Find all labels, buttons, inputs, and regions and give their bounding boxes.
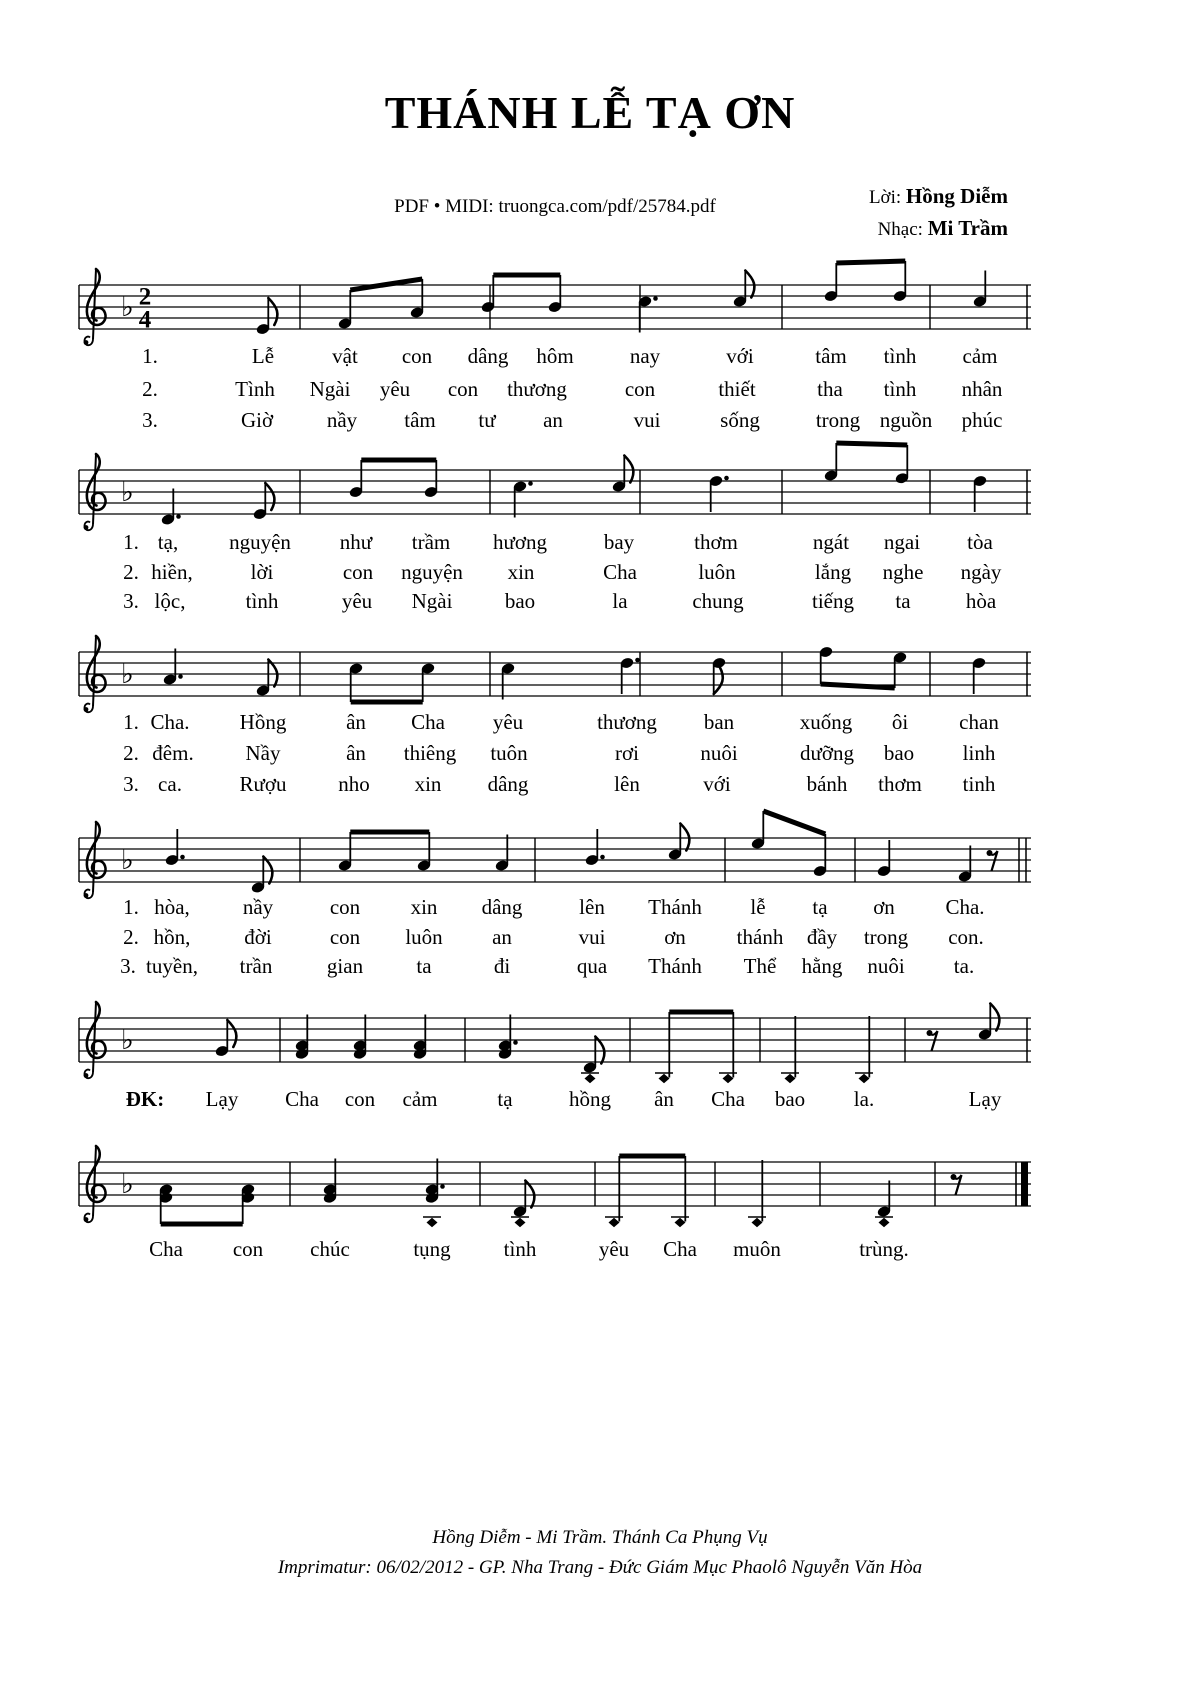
lyric-word: chung (692, 589, 744, 613)
lyric-word: rơi (615, 741, 639, 765)
lyric-word: Nầy (245, 741, 281, 765)
note (424, 460, 439, 498)
flat-sign-icon: ♭ (121, 477, 134, 508)
lyric-word: yêu (598, 1237, 630, 1261)
lyric-word: tâm (815, 344, 847, 368)
lyric-word: qua (576, 954, 608, 978)
note (498, 1015, 518, 1061)
source-link-line: PDF • MIDI: truongca.com/pdf/25784.pdf (394, 196, 716, 217)
note (581, 1073, 599, 1083)
lyric-word: như (339, 530, 373, 554)
lyric-word: nuôi (700, 741, 738, 765)
lyric-word: nuôi (867, 954, 905, 978)
note (781, 1016, 799, 1083)
note (163, 649, 183, 686)
staff-system-5 (75, 988, 1035, 1103)
note (241, 1183, 256, 1224)
lyric-word: thương (507, 377, 567, 401)
credit-lyrics-value: Hồng Diễm (905, 184, 1008, 208)
note (548, 275, 563, 313)
lyric-word: với (703, 772, 731, 796)
lyric-word: luôn (405, 925, 443, 949)
note (425, 1159, 445, 1205)
lyric-word: 3. (123, 772, 139, 796)
lyric-word: Cha. (150, 710, 190, 734)
note (423, 1217, 441, 1227)
lyric-word: ngày (960, 560, 1002, 584)
lyric-word: bánh (806, 772, 848, 796)
flat-sign-icon: ♭ (121, 292, 134, 323)
lyric-word: lời (250, 560, 274, 584)
note (253, 483, 275, 520)
lyric-word: con (624, 377, 656, 401)
note (719, 1012, 737, 1083)
lyric-word: Giờ (240, 408, 274, 432)
footer-line-2: Imprimatur: 06/02/2012 - GP. Nha Trang - Đức Giám Mục Phaolô Nguyễn Văn Hòa (277, 1557, 923, 1578)
lyric-word: ca. (158, 772, 182, 796)
lyric-word: nguồn (879, 408, 933, 432)
lyric-word: Lễ (251, 344, 275, 368)
note (495, 835, 510, 872)
lyric-word: ân (346, 741, 366, 765)
credit-lyrics-label: Lời: (868, 187, 906, 208)
lyric-word: Cha (285, 1087, 319, 1111)
credit-music-label: Nhạc: (877, 219, 928, 240)
lyric-word: 1. (123, 895, 139, 919)
lyric-word: Rượu (239, 772, 287, 796)
lyric-word: nhân (961, 377, 1003, 401)
lyric-word: hồng (569, 1087, 611, 1111)
time-signature: 2 (138, 283, 152, 311)
lyric-word: nay (629, 344, 661, 368)
lyric-word: bay (603, 530, 635, 554)
note (159, 1183, 174, 1224)
lyric-word: la (612, 589, 628, 613)
lyric-word: thiết (718, 377, 756, 401)
lyric-word: tiếng (812, 589, 854, 613)
lyric-word: bao (504, 589, 536, 613)
lyric-word: đi (493, 954, 511, 978)
lyric-word: 3. (123, 589, 139, 613)
lyric-word: đầy (806, 925, 838, 949)
lyric-word: thơm (694, 530, 738, 554)
lyric-word: gian (326, 954, 364, 978)
lyric-word: trần (239, 954, 273, 978)
lyric-word: xin (507, 560, 535, 584)
note (323, 1159, 338, 1205)
lyric-word: nho (338, 772, 370, 796)
lyric-word: đêm. (152, 741, 194, 765)
note (895, 445, 910, 485)
note (251, 857, 273, 894)
note (215, 1020, 237, 1057)
lyric-word: Thánh (648, 895, 702, 919)
note (824, 443, 839, 482)
lyric-word: yêu (492, 710, 524, 734)
note (748, 1160, 766, 1227)
lyric-word: hiền, (151, 560, 193, 584)
lyric-word: con. (948, 925, 984, 949)
lyric-word: trầm (411, 530, 451, 554)
note (501, 662, 516, 699)
note (855, 1016, 873, 1083)
lyric-word: nầy (326, 408, 358, 432)
lyric-word: linh (962, 741, 996, 765)
lyric-word: Cha (711, 1087, 745, 1111)
lyric-word: đời (244, 925, 272, 949)
note (824, 263, 839, 302)
note (893, 261, 908, 302)
note (295, 1015, 310, 1061)
note (638, 295, 658, 332)
note (877, 840, 892, 877)
lyric-word: lên (614, 772, 640, 796)
note (668, 824, 690, 861)
lyric-word: ban (703, 710, 735, 734)
note (877, 1181, 892, 1218)
lyric-word: tạ, (157, 530, 179, 554)
lyric-word: yêu (341, 589, 373, 613)
lyric-word: trong (815, 408, 861, 432)
lyric-word: dưỡng (800, 741, 854, 765)
lyric-word: Cha. (945, 895, 985, 919)
lyric-word: con (447, 377, 479, 401)
lyric-word: dâng (467, 344, 509, 368)
lyric-word: trùng. (859, 1237, 909, 1261)
lyric-word: 1. (142, 344, 158, 368)
footer-line-1: Hồng Diễm - Mi Trầm. Thánh Ca Phụng Vụ (432, 1527, 768, 1548)
lyric-word: Tình (235, 377, 275, 401)
flat-sign-icon: ♭ (121, 1169, 134, 1200)
lyric-word: nghe (882, 560, 924, 584)
lyric-word: con (329, 895, 361, 919)
lyric-word: Cha (663, 1237, 697, 1261)
lyric-word: ngát (812, 530, 850, 554)
note (511, 1217, 529, 1227)
lyric-word: tạ (497, 1087, 513, 1111)
note (612, 456, 634, 493)
lyric-word: con (232, 1237, 264, 1261)
lyric-word: vui (578, 925, 606, 949)
lyric-word: Cha (411, 710, 445, 734)
lyric-word: luôn (698, 560, 736, 584)
lyric-word: xin (410, 895, 438, 919)
note (958, 846, 973, 883)
lyric-word: thiêng (403, 741, 457, 765)
note (973, 271, 988, 308)
lyric-word: la. (853, 1087, 875, 1111)
lyric-word: tình (883, 377, 917, 401)
note (583, 1037, 605, 1074)
lyric-word: với (726, 344, 754, 368)
lyric-word: nguyện (229, 530, 291, 554)
note (513, 480, 533, 517)
lyric-word: 2. (142, 377, 158, 401)
lyric-word: dâng (487, 772, 529, 796)
lyric-word: tâm (404, 408, 436, 432)
lyric-word: ngai (883, 530, 921, 554)
lyric-word: vật (332, 344, 358, 368)
lyric-word: an (543, 408, 563, 432)
note (413, 1015, 428, 1061)
lyric-word: tụng (413, 1237, 451, 1261)
lyric-word: dâng (481, 895, 523, 919)
lyric-word: 3. (120, 954, 136, 978)
lyric-word: tuyền, (146, 954, 198, 978)
lyric-word: trong (863, 925, 909, 949)
lyric-word: phúc (961, 408, 1003, 432)
lyric-word: Ngài (309, 377, 351, 401)
lyric-word: 2. (123, 925, 139, 949)
lyric-word: 3. (142, 408, 158, 432)
lyric-word: xin (414, 772, 442, 796)
note (893, 651, 908, 688)
note (165, 829, 185, 866)
lyric-word: lắng (814, 560, 852, 584)
lyric-word: Cha (149, 1237, 183, 1261)
lyric-word: tinh (962, 772, 996, 796)
lyric-word: an (492, 925, 512, 949)
lyric-word: 1. (123, 530, 139, 554)
lyric-word: hòa, (154, 895, 190, 919)
note (751, 811, 766, 850)
credit-music (869, 213, 1008, 245)
flat-sign-icon: ♭ (121, 659, 134, 690)
note (620, 657, 640, 694)
lyric-word: Hồng (239, 710, 287, 734)
lyric-word: ta. (953, 954, 975, 978)
lyric-word: cảm (402, 1087, 438, 1111)
note (733, 271, 755, 308)
note (813, 834, 828, 877)
lyric-word: ta (895, 589, 911, 613)
credits (869, 181, 1008, 245)
note (671, 1156, 689, 1227)
lyric-word: lên (579, 895, 605, 919)
lyric-word: tình (503, 1237, 537, 1261)
note (972, 657, 987, 694)
lyric-word: Thể (743, 954, 777, 978)
lyric-word: hồn, (153, 925, 191, 949)
lyric-word: Lạy (968, 1087, 1002, 1111)
lyric-word: cảm (962, 344, 998, 368)
page-title: THÁNH LỄ TẠ ƠN (384, 87, 796, 138)
lyric-word: lễ (750, 895, 766, 919)
lyric-word: muôn (733, 1237, 781, 1261)
lyric-word: hôm (536, 344, 574, 368)
credit-lyrics (869, 181, 1008, 213)
lyric-word: hằng (801, 954, 843, 978)
note (349, 460, 364, 498)
lyric-word: thơm (878, 772, 922, 796)
lyric-word: con (401, 344, 433, 368)
lyric-word: tạ (812, 895, 828, 919)
lyric-word: bao (883, 741, 915, 765)
note (709, 475, 729, 512)
lyric-word: Cha (603, 560, 637, 584)
lyric-word: thương (597, 710, 657, 734)
note (819, 646, 834, 684)
note (605, 1156, 623, 1227)
lyric-word: nầy (242, 895, 274, 919)
note (973, 475, 988, 512)
time-signature: 4 (138, 306, 152, 334)
lyric-word: tình (883, 344, 917, 368)
lyric-word: tình (245, 589, 279, 613)
note (585, 829, 605, 866)
lyric-word: 1. (123, 710, 139, 734)
note (256, 298, 278, 335)
flat-sign-icon: ♭ (121, 1025, 134, 1056)
note (256, 660, 278, 697)
note (161, 489, 181, 526)
lyric-word: Ngài (411, 589, 453, 613)
lyric-word: con (342, 560, 374, 584)
credit-music-value: Mi Trầm (927, 216, 1008, 240)
lyric-word: hương (493, 530, 547, 554)
staff-system-6 (75, 1132, 1035, 1247)
flat-sign-icon: ♭ (121, 845, 134, 876)
lyric-word: ân (654, 1087, 674, 1111)
lyric-word: Lạy (205, 1087, 239, 1111)
lyric-word: tòa (967, 530, 993, 554)
lyric-word: ĐK: (125, 1087, 165, 1111)
lyric-word: xuống (799, 710, 853, 734)
lyric-word: chúc (310, 1237, 350, 1261)
note (712, 657, 727, 694)
note (513, 1181, 535, 1218)
note (481, 275, 496, 313)
note (875, 1217, 893, 1227)
lyric-word: ta (416, 954, 432, 978)
lyric-word: 2. (123, 560, 139, 584)
lyric-word: yêu (379, 377, 411, 401)
note (978, 1004, 1000, 1041)
lyric-word: ơn (664, 925, 686, 949)
lyric-word: ân (346, 710, 366, 734)
note (655, 1012, 673, 1083)
lyric-word: tuôn (490, 741, 528, 765)
lyric-word: ôi (891, 710, 909, 734)
lyric-word: con (344, 1087, 376, 1111)
lyric-word: nguyện (401, 560, 463, 584)
lyric-word: con (329, 925, 361, 949)
lyric-word: ơn (873, 895, 895, 919)
lyric-word: thánh (736, 925, 784, 949)
lyric-word: hòa (965, 589, 997, 613)
lyric-word: tha (817, 377, 843, 401)
lyric-word: 2. (123, 741, 139, 765)
lyric-word: Thánh (648, 954, 702, 978)
lyric-word: lộc, (154, 589, 186, 613)
lyric-word: bao (774, 1087, 806, 1111)
lyric-word: vui (633, 408, 661, 432)
lyric-word: sống (720, 408, 760, 432)
lyric-word: tư (478, 408, 496, 432)
lyric-word: chan (959, 710, 999, 734)
note (353, 1015, 368, 1061)
